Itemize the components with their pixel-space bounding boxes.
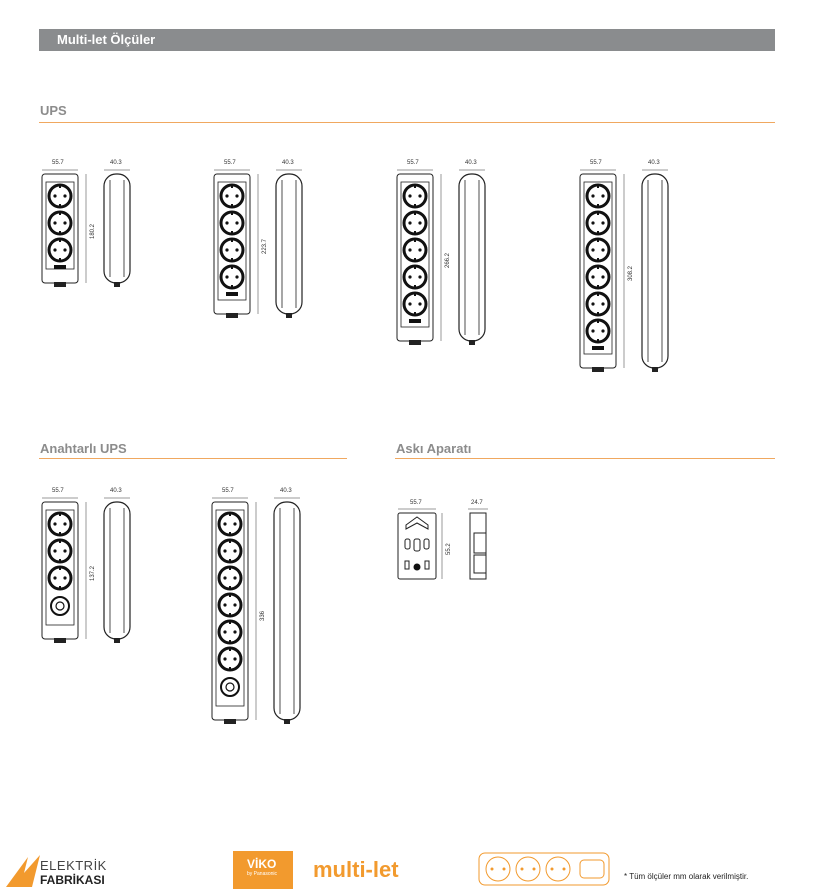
socket-icon	[404, 185, 426, 207]
section-rule-ups	[39, 122, 775, 123]
socket-icon	[221, 266, 243, 288]
brand-name-line2: FABRİKASI	[40, 873, 105, 887]
section-title-ups: UPS	[40, 103, 67, 118]
multilet-logo: multi-let	[313, 857, 399, 882]
power-strip-drawing-0	[40, 490, 160, 657]
width-dimension-label: 55.7	[224, 160, 236, 166]
socket-icon	[587, 293, 609, 315]
section-title-switched: Anahtarlı UPS	[40, 441, 127, 456]
depth-dimension-label: 40.3	[282, 160, 294, 166]
socket-icon	[49, 567, 71, 589]
height-dimension-label: 266.2	[445, 252, 451, 268]
height-dimension-label: 180.2	[90, 223, 96, 239]
hanger-depth-label: 24.7	[471, 500, 483, 506]
socket-icon	[219, 513, 241, 535]
socket-icon	[221, 239, 243, 261]
section-title-hanger: Askı Aparatı	[396, 441, 472, 456]
switch-icon	[51, 597, 69, 615]
socket-icon	[221, 185, 243, 207]
power-strip-drawing-0	[40, 162, 160, 301]
hanger-width-label: 55.7	[410, 500, 422, 506]
height-dimension-label: 223.7	[262, 238, 268, 254]
socket-icon	[587, 212, 609, 234]
height-dimension-label: 137.2	[90, 565, 96, 581]
width-dimension-label: 55.7	[222, 488, 234, 494]
page-banner: Multi-let Ölçüler	[39, 29, 775, 51]
socket-icon	[219, 567, 241, 589]
socket-icon	[587, 185, 609, 207]
socket-icon	[587, 320, 609, 342]
section-rule-switched	[39, 458, 347, 459]
socket-icon	[219, 594, 241, 616]
socket-icon	[404, 293, 426, 315]
socket-icon	[219, 621, 241, 643]
brand-name-line1: ELEKTRİK	[40, 858, 107, 873]
depth-dimension-label: 40.3	[648, 160, 660, 166]
socket-icon	[221, 212, 243, 234]
socket-outline-illustration	[478, 852, 610, 886]
height-dimension-label: 336	[260, 610, 266, 621]
socket-icon	[587, 266, 609, 288]
socket-icon	[404, 266, 426, 288]
socket-icon	[587, 239, 609, 261]
viko-sub-logo: by Panasonic	[247, 871, 278, 877]
socket-icon	[49, 212, 71, 234]
socket-icon	[404, 212, 426, 234]
power-strip-drawing-1	[210, 490, 330, 738]
socket-icon	[404, 239, 426, 261]
socket-icon	[49, 185, 71, 207]
width-dimension-label: 55.7	[407, 160, 419, 166]
footer-note: * Tüm ölçüler mm olarak verilmiştir.	[624, 872, 749, 881]
viko-logo: VİKO	[247, 857, 277, 871]
socket-icon	[49, 513, 71, 535]
socket-icon	[219, 540, 241, 562]
width-dimension-label: 55.7	[52, 160, 64, 166]
depth-dimension-label: 40.3	[110, 488, 122, 494]
power-strip-drawing-1	[212, 162, 332, 332]
power-strip-drawing-2	[395, 162, 515, 359]
switch-icon	[221, 678, 239, 696]
depth-dimension-label: 40.3	[465, 160, 477, 166]
height-dimension-label: 308.2	[628, 265, 634, 281]
width-dimension-label: 55.7	[590, 160, 602, 166]
depth-dimension-label: 40.3	[110, 160, 122, 166]
hanger-height-label: 55.2	[446, 543, 452, 555]
section-rule-hanger	[395, 458, 775, 459]
power-strip-drawing-3	[578, 162, 698, 386]
socket-icon	[49, 540, 71, 562]
width-dimension-label: 55.7	[52, 488, 64, 494]
socket-icon	[49, 239, 71, 261]
depth-dimension-label: 40.3	[280, 488, 292, 494]
socket-icon	[219, 648, 241, 670]
